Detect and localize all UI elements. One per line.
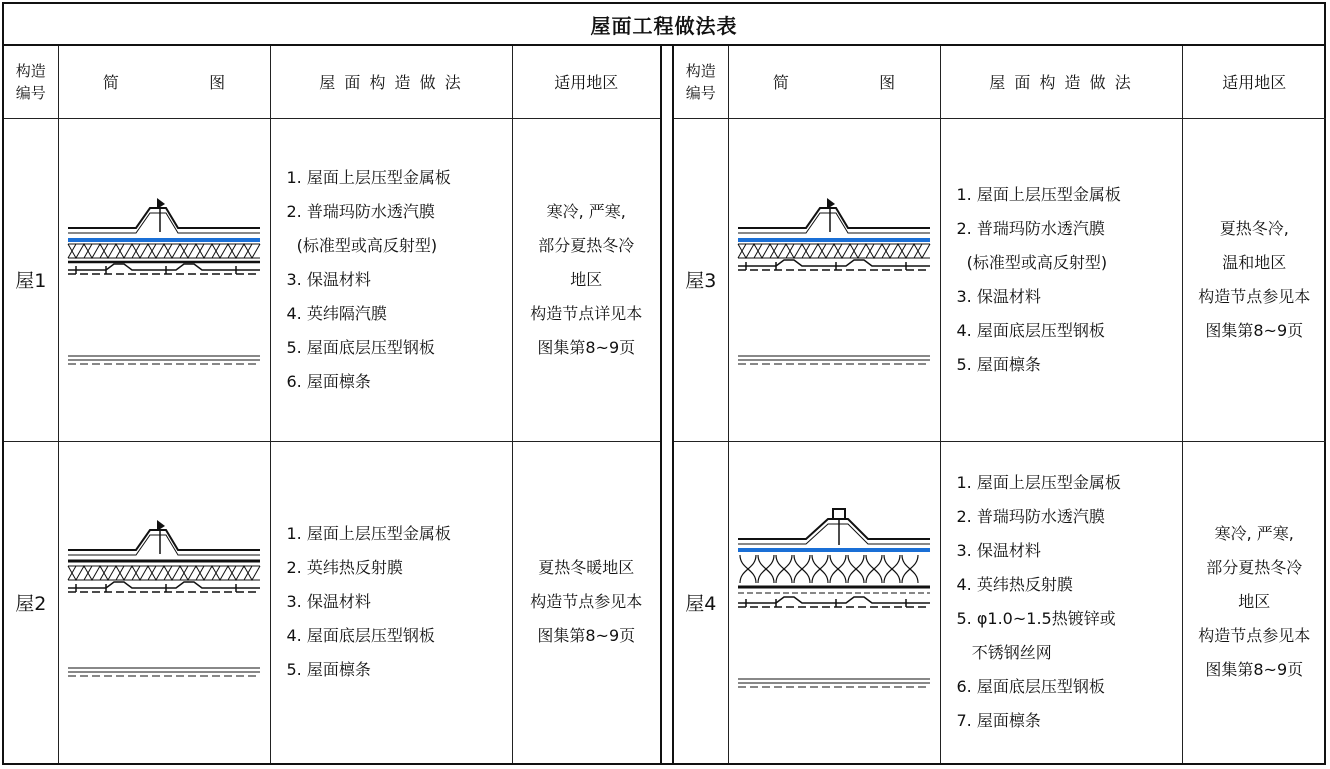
roof-section-diagram	[736, 190, 932, 370]
list-item: 不锈钢丝网	[956, 643, 1052, 663]
list-item: 1. 屋面上层压型金属板	[956, 473, 1121, 493]
region-line: 构造节点参见本	[530, 592, 643, 612]
region-cell	[1182, 118, 1326, 441]
header-code	[674, 46, 728, 118]
header-method: 屋 面 构 造 做 法	[940, 46, 1182, 118]
sketch-cell	[728, 118, 940, 441]
list-item: 4. 屋面底层压型钢板	[286, 626, 435, 646]
region-line: 寒冷, 严寒,	[1214, 524, 1294, 544]
list-item: 3. 保温材料	[286, 592, 371, 612]
roof-section-diagram	[66, 190, 262, 370]
sketch-cell	[58, 441, 270, 763]
list-item: 4. 英纬热反射膜	[956, 575, 1073, 595]
region-line: 构造节点详见本	[530, 303, 643, 323]
list-item: 1. 屋面上层压型金属板	[286, 524, 451, 544]
list-item: 5. φ1.0~1.5热镀锌或	[956, 609, 1116, 629]
header-sketch-left: 简	[102, 73, 119, 93]
method-list	[287, 517, 512, 687]
region-line: 构造节点参见本	[1198, 626, 1311, 646]
method-list	[957, 178, 1182, 382]
header-region: 适用地区	[512, 46, 660, 118]
region-line: 地区	[1238, 592, 1271, 612]
region-line: 图集第8~9页	[537, 337, 636, 357]
row-code: 屋1	[4, 118, 58, 441]
header-sketch	[58, 46, 270, 118]
header-method: 屋 面 构 造 做 法	[270, 46, 512, 118]
sketch-cell	[58, 118, 270, 441]
header-code-line1: 构造	[685, 61, 716, 80]
region-line: 部分夏热冬冷	[1206, 558, 1303, 578]
header-region: 适用地区	[1182, 46, 1326, 118]
left-table	[4, 46, 660, 763]
page-title: 屋面工程做法表	[4, 4, 1324, 46]
header-row	[4, 46, 660, 118]
region-line: 构造节点参见本	[1198, 286, 1311, 306]
region-line: 温和地区	[1222, 252, 1287, 272]
list-item: 3. 保温材料	[956, 286, 1041, 306]
header-row	[674, 46, 1326, 118]
roof-section-diagram	[66, 512, 262, 692]
region-line: 地区	[570, 269, 603, 289]
table-row	[4, 118, 660, 441]
list-item: 2. 普瑞玛防水透汽膜	[956, 218, 1105, 238]
list-item: 3. 保温材料	[956, 541, 1041, 561]
region-line: 图集第8~9页	[1205, 660, 1304, 680]
list-item: 2. 普瑞玛防水透汽膜	[286, 201, 435, 221]
list-item: 4. 英纬隔汽膜	[286, 303, 387, 323]
list-item: (标准型或高反射型)	[956, 252, 1108, 272]
list-item: 5. 屋面檩条	[956, 354, 1041, 374]
region-line: 夏热冬暖地区	[538, 558, 635, 578]
region-cell	[512, 441, 660, 763]
header-sketch-right: 图	[879, 73, 896, 93]
row-code: 屋2	[4, 441, 58, 763]
region-line: 寒冷, 严寒,	[546, 201, 626, 221]
method-list	[287, 161, 512, 399]
list-item: 5. 屋面底层压型钢板	[286, 337, 435, 357]
row-code: 屋4	[674, 441, 728, 763]
method-cell	[940, 441, 1182, 763]
region-line: 图集第8~9页	[537, 626, 636, 646]
header-sketch	[728, 46, 940, 118]
table-row	[674, 118, 1326, 441]
region-line: 图集第8~9页	[1205, 320, 1304, 340]
list-item: 2. 英纬热反射膜	[286, 558, 403, 578]
header-sketch-left: 简	[772, 73, 789, 93]
list-item: 3. 保温材料	[286, 269, 371, 289]
region-cell	[512, 118, 660, 441]
table-gap	[662, 46, 672, 763]
method-list	[957, 466, 1182, 738]
header-sketch-right: 图	[209, 73, 226, 93]
right-table-half	[672, 46, 1324, 763]
list-item: 4. 屋面底层压型钢板	[956, 320, 1105, 340]
header-code-line2: 编号	[685, 83, 716, 102]
list-item: 7. 屋面檩条	[956, 711, 1041, 731]
list-item: 1. 屋面上层压型金属板	[286, 167, 451, 187]
left-table-half	[4, 46, 662, 763]
drawing-frame	[2, 2, 1326, 765]
row-code: 屋3	[674, 118, 728, 441]
method-cell	[270, 441, 512, 763]
region-line: 部分夏热冬冷	[538, 235, 635, 255]
table-row	[674, 441, 1326, 763]
list-item: 5. 屋面檩条	[286, 660, 371, 680]
list-item: (标准型或高反射型)	[286, 235, 438, 255]
list-item: 6. 屋面底层压型钢板	[956, 677, 1105, 697]
table-row	[4, 441, 660, 763]
sketch-cell	[728, 441, 940, 763]
right-table	[674, 46, 1326, 763]
list-item: 6. 屋面檩条	[286, 371, 371, 391]
header-code	[4, 46, 58, 118]
list-item: 2. 普瑞玛防水透汽膜	[956, 507, 1105, 527]
region-cell	[1182, 441, 1326, 763]
header-code-line1: 构造	[15, 61, 46, 80]
roof-section-diagram	[736, 507, 932, 697]
header-code-line2: 编号	[15, 83, 46, 102]
region-line: 夏热冬冷,	[1219, 218, 1289, 238]
method-cell	[940, 118, 1182, 441]
list-item: 1. 屋面上层压型金属板	[956, 184, 1121, 204]
method-cell	[270, 118, 512, 441]
